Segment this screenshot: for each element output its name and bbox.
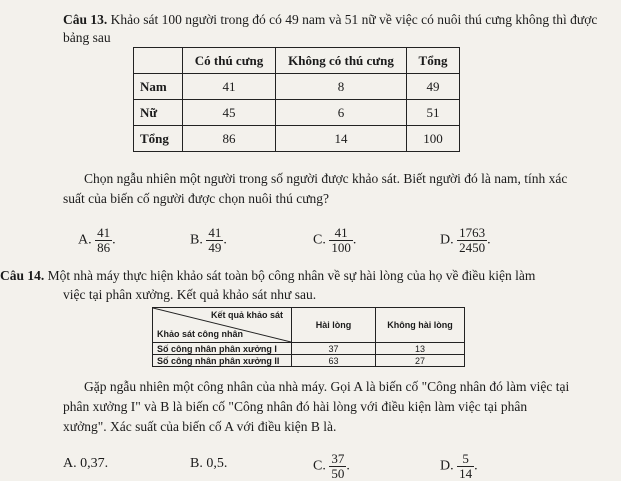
option-label: C. — [313, 458, 326, 474]
table-cell: Có thú cưng — [183, 48, 276, 74]
table-cell: 8 — [276, 74, 407, 100]
fraction-numerator: 41 — [329, 226, 353, 241]
option-label: B. — [190, 232, 203, 248]
option-suffix: . — [223, 232, 227, 248]
table-cell: Không có thú cưng — [276, 48, 407, 74]
q14-table — [152, 307, 465, 367]
table-row — [134, 126, 460, 152]
q14-para-line3: xưởng". Xác suất của biến cố A với điều kiện B là. — [63, 419, 337, 434]
q14-option-a: A. 0,37. — [63, 456, 109, 471]
q14-label: Câu 14. — [0, 268, 45, 283]
fraction-numerator: 5 — [457, 452, 474, 467]
q13-option-b — [190, 226, 227, 255]
table-cell: Nam — [134, 74, 183, 100]
option-label: D. — [440, 458, 454, 474]
table-cell: 100 — [407, 126, 460, 152]
table-cell: 51 — [407, 100, 460, 126]
table-cell: Số công nhân phân xưởng II — [153, 355, 292, 367]
table-cell: 63 — [292, 355, 376, 367]
fraction-denominator: 14 — [459, 466, 473, 481]
q13-option-c — [313, 226, 356, 255]
table-cell — [134, 48, 183, 74]
table-corner-cell — [153, 308, 292, 343]
table-cell: Số công nhân phân xưởng I — [153, 343, 292, 355]
corner-top-label: Kết quả khảo sát — [210, 310, 283, 320]
q14-option-c: C. $\frac{37}{50}$ . — [313, 451, 350, 481]
fraction-denominator: 49 — [208, 240, 222, 255]
fraction-numerator: 1763 — [459, 225, 486, 240]
fraction-numerator: 37 — [331, 451, 345, 466]
q14-intro-text: Một nhà máy thực hiện khảo sát toàn bộ công nhân về sự hài lòng của họ về điều kiện làm — [47, 268, 536, 283]
fraction-numerator: 41 — [97, 225, 111, 240]
table-cell: 86 — [183, 126, 276, 152]
q13-option-a — [78, 226, 116, 255]
table-cell: Tổng — [134, 126, 183, 152]
fraction — [329, 452, 346, 481]
table-header-row — [134, 48, 460, 74]
table-header-row — [153, 308, 465, 343]
option-suffix: . — [112, 232, 116, 248]
table-cell: Tổng — [407, 48, 460, 74]
table-cell: 41 — [183, 74, 276, 100]
option-label: C. — [313, 232, 326, 248]
option-suffix: . — [487, 232, 491, 248]
fraction — [457, 452, 474, 481]
q13-intro-line2: bảng sau — [63, 30, 111, 45]
q14-option-d: D. $\frac{5}{14}$ . — [440, 451, 478, 481]
option-suffix: . — [352, 232, 357, 248]
table-cell: 27 — [376, 355, 465, 367]
q13-table — [133, 47, 460, 152]
fraction-denominator: 100 — [331, 240, 351, 255]
q13-question-line2: suất của biến cố người được chọn nuôi thú cưng? — [63, 191, 330, 206]
q13-label: Câu 13. — [63, 12, 108, 27]
table-row — [134, 74, 460, 100]
table-cell: 37 — [292, 343, 376, 355]
table-cell: 13 — [376, 343, 465, 355]
table-row — [153, 355, 465, 367]
q14-para-line1: Gặp ngẫu nhiên một công nhân của nhà máy. Gọi A là biến cố "Công nhân đó làm việc tại — [84, 379, 570, 394]
fraction-denominator: 50 — [331, 466, 345, 481]
fraction — [206, 226, 223, 255]
fraction — [95, 226, 112, 255]
fraction — [457, 226, 487, 255]
option-label: A. — [78, 232, 92, 248]
table-cell: Hài lòng — [292, 308, 376, 343]
fraction-denominator: 86 — [97, 240, 111, 255]
table-row — [134, 100, 460, 126]
q13-question-line1: Chọn ngẫu nhiên một người trong số người được khảo sát. Biết người đó là nam, tính xác — [84, 171, 568, 186]
q13-intro-line1 — [63, 11, 597, 28]
q14-para-line2: phân xưởng I" và B là biến cố "Công nhân đó hài lòng với điều kiện làm việc tại phân — [63, 399, 528, 414]
table-cell: 45 — [183, 100, 276, 126]
q13-intro-text: Khảo sát 100 người trong đó có 49 nam và 51 nữ về việc có nuôi thú cưng không thì được — [110, 12, 598, 27]
option-label: D. — [440, 232, 454, 248]
fraction-numerator: 41 — [208, 225, 222, 240]
fraction-denominator: 2450 — [459, 240, 486, 255]
q14-intro-line1 — [0, 267, 535, 284]
table-row — [153, 343, 465, 355]
q14-intro-line2: việc tại phân xưởng. Kết quả khảo sát như sau. — [63, 287, 317, 302]
table-cell: 49 — [407, 74, 460, 100]
table-cell: Nữ — [134, 100, 183, 126]
q13-option-d — [440, 226, 491, 255]
table-cell: Không hài lòng — [376, 308, 465, 343]
table-cell: 6 — [276, 100, 407, 126]
corner-bottom-label: Khảo sát công nhân — [157, 329, 244, 339]
table-cell: 14 — [276, 126, 407, 152]
fraction — [329, 226, 353, 255]
q14-option-b: B. 0,5. — [190, 456, 228, 471]
